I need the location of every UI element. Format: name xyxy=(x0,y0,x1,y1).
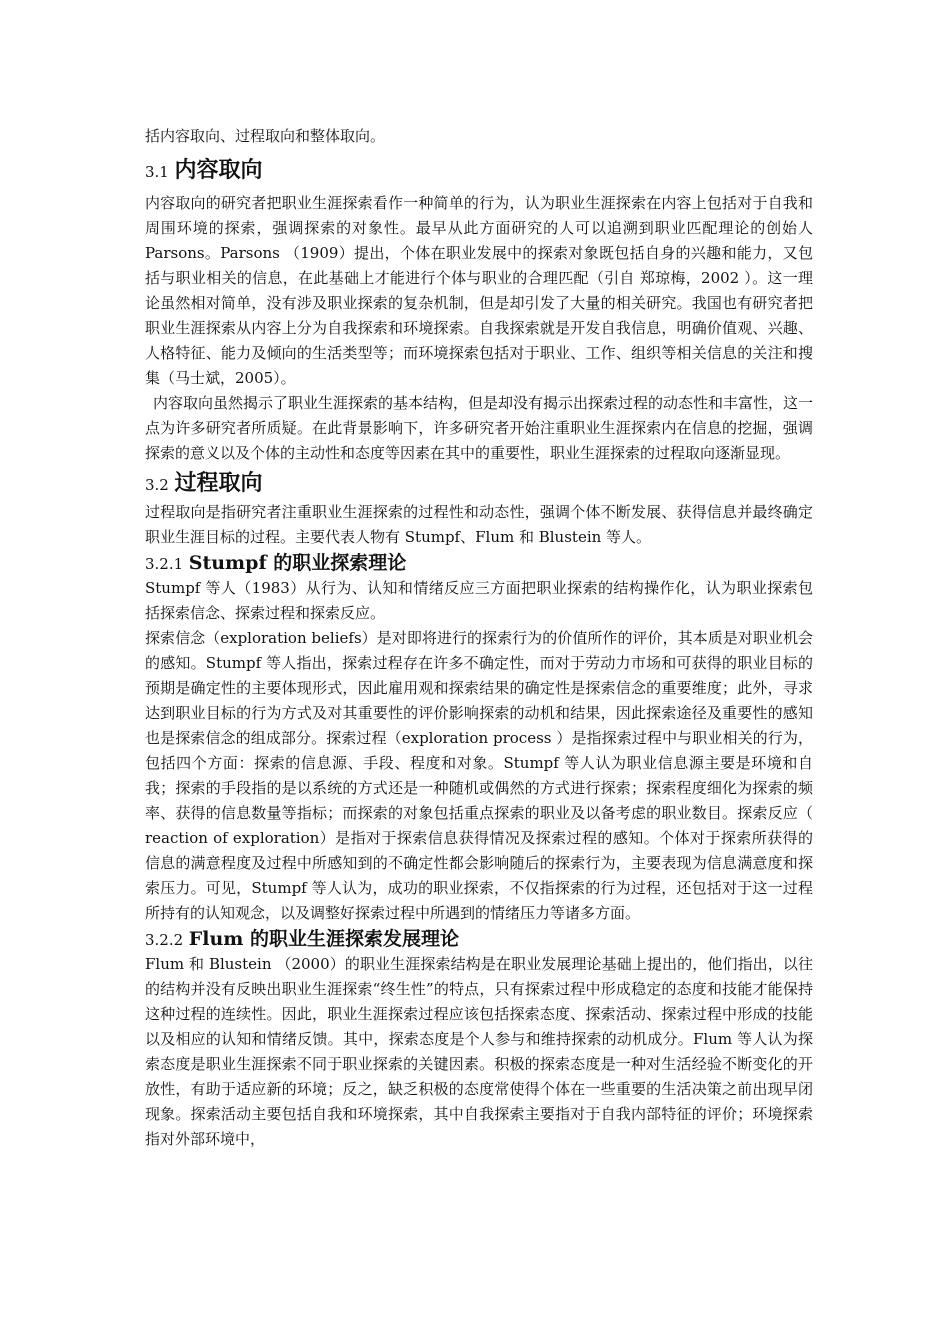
section-title: Flum 的职业生涯探索发展理论 xyxy=(188,928,459,950)
paragraph: 内容取向虽然揭示了职业生涯探索的基本结构，但是却没有揭示出探索过程的动态性和丰富性，这一点为许多研究者所质疑。在此背景影响下，许多研究者开始注重职业生涯探索内在信息的挖掘，强调探索的意义以及个体的主动性和态度等因素在其中的重要性，职业生涯探索的过程取向逐渐显现。 xyxy=(145,394,814,462)
section-number: 3.2.1 xyxy=(145,555,184,573)
subsection-heading-3-2-2 xyxy=(145,926,813,952)
paragraph: Stumpf 等人（1983）从行为、认知和情绪反应三方面把职业探索的结构操作化，认为职业探索包括探索信念、探索过程和探索反应。 xyxy=(145,579,813,622)
section-heading-3-1 xyxy=(145,153,813,187)
section-title: 内容取向 xyxy=(174,157,263,183)
section-heading-3-2 xyxy=(145,466,813,500)
document-page xyxy=(145,124,813,1152)
section-title: Stumpf 的职业探索理论 xyxy=(188,552,407,574)
section-number: 3.2 xyxy=(145,476,169,494)
subsection-heading-3-2-1 xyxy=(145,550,813,576)
paragraph: 过程取向是指研究者注重职业生涯探索的过程性和动态性，强调个体不断发展、获得信息并最终确定职业生涯目标的过程。主要代表人物有 Stumpf、Flum 和 Blustein 等人。 xyxy=(145,503,813,546)
section-number: 3.1 xyxy=(145,163,169,181)
paragraph: 探索信念（exploration beliefs）是对即将进行的探索行为的价值所作的评价，其本质是对职业机会的感知。Stumpf 等人指出，探索过程存在许多不确定性，而对于劳动力市场和可获得的职业目标的预期是确定性的主要体现形式，因此雇用观和探索结果的确定性是探索信念的重要维度；此外，寻求达到职业目标的行为方式及对其重要性的评价影响探索的动机和结果，因此探索途径及重要性的感知也是探索信念的组成部分。探索过程（exploration process ）是指探索过程中与职业相关的行为，包括四个方面：探索的信息源、手段、程度和对象。Stumpf 等人认为职业信息源主要是环境和自我；探索的手段指的是以系统的方式还是一种随机或偶然的方式进行探索；探索程度细化为探索的频率、获得的信息数量等指标；而探索的对象包括重点探索的职业及以备考虑的职业数目。探索反应（ reaction of exploration）是指对于探索信息获得情况及探索过程的感知。个体对于探索所获得的信息的满意程度及过程中所感知到的不确定性都会影响随后的探索行为，主要表现为信息满意度和探索压力。可见，Stumpf 等人认为，成功的职业探索，不仅指探索的行为过程，还包括对于这一过程所持有的认知观念，以及调整好探索过程中所遇到的情绪压力等诸多方面。 xyxy=(145,629,813,922)
section-number: 3.2.2 xyxy=(145,931,184,949)
intro-fragment: 括内容取向、过程取向和整体取向。 xyxy=(145,127,386,145)
section-title: 过程取向 xyxy=(174,470,263,496)
paragraph: 内容取向的研究者把职业生涯探索看作一种简单的行为，认为职业生涯探索在内容上包括对于自我和周围环境的探索，强调探索的对象性。最早从此方面研究的人可以追溯到职业匹配理论的创始人 Parsons。Parsons （1909）提出，个体在职业发展中的探索对象既包括自身的兴趣和能力，又包括与职业相关的信息，在此基础上才能进行个体与职业的合理匹配（引自 郑琼梅，2002 ）。这一理论虽然相对简单，没有涉及职业探索的复杂机制，但是却引发了大量的相关研究。我国也有研究者把职业生涯探索从内容上分为自我探索和环境探索。自我探索就是开发自我信息，明确价值观、兴趣、人格特征、能力及倾向的生活类型等；而环境探索包括对于职业、工作、组织等相关信息的关注和搜集（马士斌，2005）。 xyxy=(145,194,813,387)
paragraph: Flum 和 Blustein （2000）的职业生涯探索结构是在职业发展理论基础上提出的，他们指出，以往的结构并没有反映出职业生涯探索“终生性”的特点，只有探索过程中形成稳定的态度和技能才能保持这种过程的连续性。因此，职业生涯探索过程应该包括探索态度、探索活动、探索过程中形成的技能以及相应的认知和情绪反馈。其中，探索态度是个人参与和维持探索的动机成分。Flum 等人认为探索态度是职业生涯探索不同于职业探索的关键因素。积极的探索态度是一种对生活经验不断变化的开放性，有助于适应新的环境；反之，缺乏积极的态度常使得个体在一些重要的生活决策之前出现早闭现象。探索活动主要包括自我和环境探索，其中自我探索主要指对于自我内部特征的评价；环境探索指对外部环境中， xyxy=(145,955,813,1148)
